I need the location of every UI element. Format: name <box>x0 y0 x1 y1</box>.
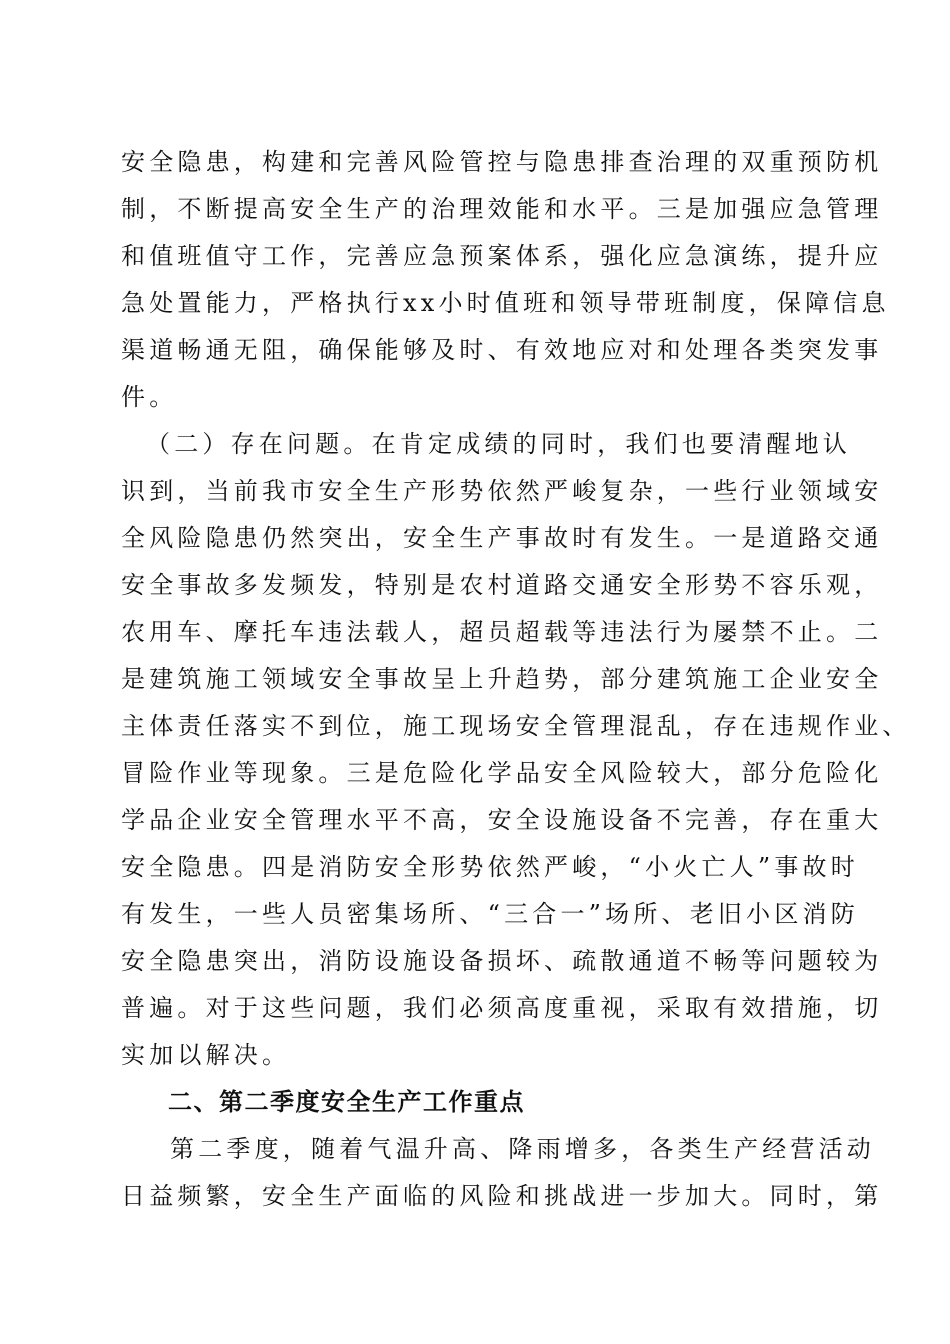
body-text-line: 有发生，一些人员密集场所、“三合一”场所、老旧小区消防 <box>121 900 859 928</box>
body-text-line: 识到，当前我市安全生产形势依然严峻复杂，一些行业领域安 <box>121 477 883 505</box>
body-text-line: 制，不断提高安全生产的治理效能和水平。三是加强应急管理 <box>121 195 883 223</box>
body-text-line: 是建筑施工领域安全事故呈上升趋势，部分建筑施工企业安全 <box>121 665 883 693</box>
body-text-line: 件。 <box>121 383 178 411</box>
body-text-line: 安全隐患突出，消防设施设备损坏、疏散通道不畅等问题较为 <box>121 947 883 975</box>
body-text-line: 日益频繁，安全生产面临的风险和挑战进一步加大。同时，第 <box>121 1182 883 1210</box>
body-text-line: 学品企业安全管理水平不高，安全设施设备不完善，存在重大 <box>121 806 883 834</box>
body-text-line: 安全事故多发频发，特别是农村道路交通安全形势不容乐观， <box>121 571 883 599</box>
body-text-line: 普遍。对于这些问题，我们必须高度重视，采取有效措施，切 <box>121 994 883 1022</box>
body-text-line: 全风险隐患仍然突出，安全生产事故时有发生。一是道路交通 <box>121 524 883 552</box>
body-text-line: 农用车、摩托车违法载人，超员超载等违法行为屡禁不止。二 <box>121 618 883 646</box>
section-heading: 二、第二季度安全生产工作重点 <box>168 1088 525 1116</box>
body-text-line: 和值班值守工作，完善应急预案体系，强化应急演练，提升应 <box>121 242 883 270</box>
body-text-line: 第二季度，随着气温升高、降雨增多，各类生产经营活动 <box>170 1135 875 1163</box>
body-text-line: 安全隐患，构建和完善风险管控与隐患排查治理的双重预防机 <box>121 148 883 176</box>
body-text-line: 冒险作业等现象。三是危险化学品安全风险较大，部分危险化 <box>121 759 883 787</box>
body-text-line: 实加以解决。 <box>121 1041 291 1069</box>
body-text-line: 安全隐患。四是消防安全形势依然严峻，“小火亡人”事故时 <box>121 853 859 881</box>
subsection-paragraph-start: （二）存在问题。在肯定成绩的同时，我们也要清醒地认 <box>146 430 851 458</box>
body-text-line: 急处置能力，严格执行xx小时值班和领导带班制度，保障信息 <box>121 289 890 317</box>
body-text-line: 渠道畅通无阻，确保能够及时、有效地应对和处理各类突发事 <box>121 336 883 364</box>
body-text-line: 主体责任落实不到位，施工现场安全管理混乱，存在违规作业、 <box>121 712 911 740</box>
